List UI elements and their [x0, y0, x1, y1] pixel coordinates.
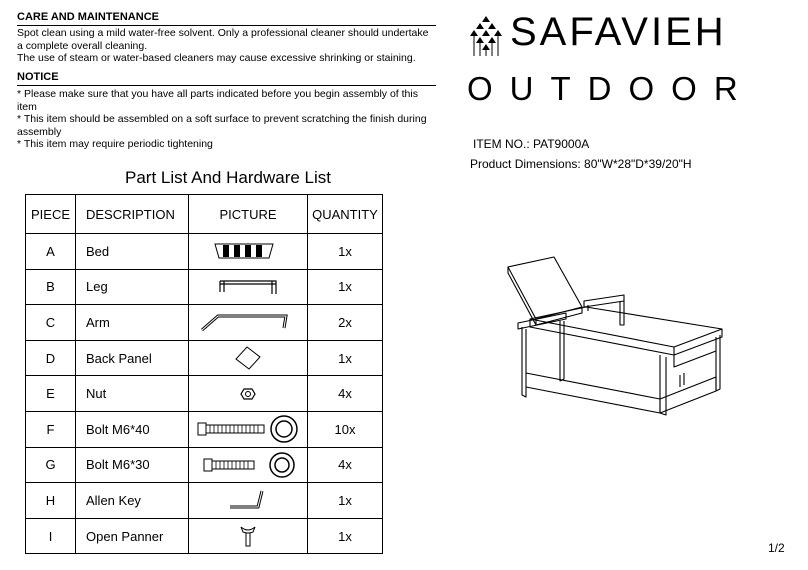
description-cell: Back Panel: [76, 340, 189, 376]
quantity-cell: 4x: [308, 376, 383, 412]
header-quantity: QUANTITY: [308, 195, 383, 234]
quantity-cell: 10x: [308, 411, 383, 447]
table-row: [26, 340, 383, 376]
notice-line-5: * This item may require periodic tightening: [17, 138, 213, 150]
table-row: [26, 234, 383, 270]
picture-cell: [189, 234, 308, 270]
care-divider: [17, 25, 436, 26]
description-cell: Bolt M6*40: [76, 411, 189, 447]
description-cell: Leg: [76, 269, 189, 305]
bolt-short-icon: [196, 450, 300, 480]
quantity-cell: 1x: [308, 518, 383, 554]
brand-line: OUTDOOR: [467, 70, 755, 107]
quantity-cell: 1x: [308, 234, 383, 270]
item-number: ITEM NO.: PAT9000A: [473, 137, 590, 151]
piece-cell: C: [26, 305, 76, 341]
care-line-1: Spot clean using a mild water-free solvent. Only a professional cleaner should undertake: [17, 27, 429, 39]
care-title: CARE AND MAINTENANCE: [17, 11, 159, 23]
spanner-icon: [238, 524, 258, 548]
picture-cell: [189, 411, 308, 447]
arm-bar-icon: [198, 310, 298, 334]
quantity-cell: 4x: [308, 447, 383, 483]
piece-cell: B: [26, 269, 76, 305]
notice-line-4: assembly: [17, 125, 62, 138]
quantity-cell: 1x: [308, 269, 383, 305]
nut-icon: [238, 386, 258, 402]
header-description: DESCRIPTION: [76, 195, 189, 234]
table-row: [26, 518, 383, 554]
piece-cell: G: [26, 447, 76, 483]
notice-line-2: item: [17, 100, 37, 113]
header-piece: PIECE: [26, 195, 76, 234]
picture-cell: [189, 376, 308, 412]
piece-cell: F: [26, 411, 76, 447]
quantity-cell: 2x: [308, 305, 383, 341]
notice-title: NOTICE: [17, 71, 59, 83]
picture-cell: [189, 447, 308, 483]
picture-cell: [189, 483, 308, 519]
description-cell: Nut: [76, 376, 189, 412]
product-dimensions: Product Dimensions: 80"W*28"D*39/20"H: [470, 157, 692, 171]
description-cell: Bed: [76, 234, 189, 270]
quantity-cell: 1x: [308, 340, 383, 376]
brand-name: SAFAVIEH: [510, 10, 727, 54]
table-row: [26, 305, 383, 341]
table-row: [26, 269, 383, 305]
description-cell: Arm: [76, 305, 189, 341]
care-line-2: a complete overall cleaning.: [17, 39, 148, 52]
piece-cell: I: [26, 518, 76, 554]
picture-cell: [189, 340, 308, 376]
leg-frame-icon: [216, 277, 280, 297]
chaise-lounge-illustration: [500, 255, 740, 425]
notice-divider: [17, 85, 436, 86]
description-cell: Open Panner: [76, 518, 189, 554]
parts-table: [25, 194, 383, 554]
piece-cell: E: [26, 376, 76, 412]
brand-logo-icon: [466, 14, 506, 56]
back-panel-icon: [233, 345, 263, 371]
bed-slats-icon: [213, 242, 283, 260]
piece-cell: H: [26, 483, 76, 519]
piece-cell: D: [26, 340, 76, 376]
table-row: [26, 411, 383, 447]
care-line-3: The use of steam or water-based cleaners may cause excessive shrinking or staining.: [17, 52, 416, 64]
bolt-long-icon: [196, 413, 300, 445]
notice-line-1: * Please make sure that you have all parts indicated before you begin assembly of this: [17, 88, 418, 100]
header-picture: PICTURE: [189, 195, 308, 234]
picture-cell: [189, 305, 308, 341]
description-cell: Allen Key: [76, 483, 189, 519]
notice-line-3: * This item should be assembled on a soft surface to prevent scratching the finish during: [17, 113, 427, 125]
table-header-row: [26, 195, 383, 234]
quantity-cell: 1x: [308, 483, 383, 519]
allen-key-icon: [228, 487, 268, 513]
piece-cell: A: [26, 234, 76, 270]
table-row: [26, 483, 383, 519]
description-cell: Bolt M6*30: [76, 447, 189, 483]
table-title: Part List And Hardware List: [125, 168, 331, 187]
table-row: [26, 447, 383, 483]
picture-cell: [189, 269, 308, 305]
page-number: 1/2: [768, 541, 785, 555]
table-row: [26, 376, 383, 412]
picture-cell: [189, 518, 308, 554]
